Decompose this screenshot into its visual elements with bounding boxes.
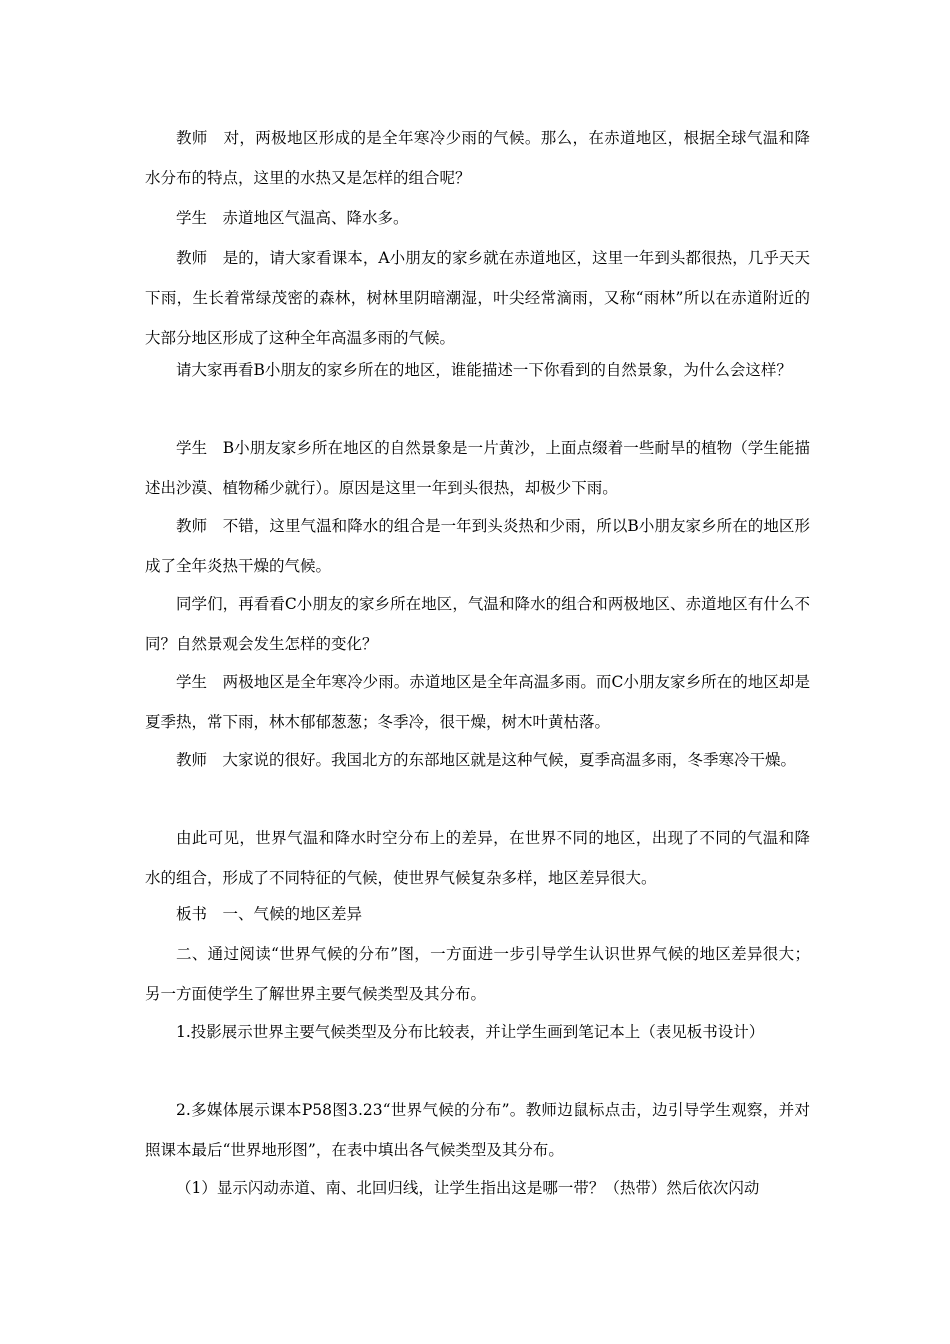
paragraph-3: 教师 是的，请大家看课本，A小朋友的家乡就在赤道地区，这里一年到头都很热，几乎天天下雨，生长着常绿茂密的森林，树林里阴暗潮湿，叶尖经常滴雨，又称“雨林”所以在赤道附近的大部分地区形成了这种全年高温多雨的气候。: [145, 249, 810, 347]
paragraph-14: 2.多媒体展示课本P58图3.23“世界气候的分布”。教师边鼠标点击，边引导学生观察，并对照课本最后“世界地形图”，在表中填出各气候类型及其分布。: [145, 1101, 810, 1159]
paragraph-5: 学生 B小朋友家乡所在地区的自然景象是一片黄沙，上面点缀着一些耐旱的植物（学生能描述出沙漠、植物稀少就行）。原因是这里一年到头很热，却极少下雨。: [145, 439, 810, 497]
paragraph-12: 二、通过阅读“世界气候的分布”图，一方面进一步引导学生认识世界气候的地区差异很大；另一方面使学生了解世界主要气候类型及其分布。: [145, 945, 810, 1003]
paragraph-13: 1.投影展示世界主要气候类型及分布比较表，并让学生画到笔记本上（表见板书设计）: [176, 1023, 765, 1041]
paragraph-10: 由此可见，世界气温和降水时空分布上的差异，在世界不同的地区，出现了不同的气温和降水的组合，形成了不同特征的气候，使世界气候复杂多样，地区差异很大。: [145, 829, 810, 887]
paragraph-6: 教师 不错，这里气温和降水的组合是一年到头炎热和少雨，所以B小朋友家乡所在的地区形成了全年炎热干燥的气候。: [145, 517, 810, 575]
paragraph-11: 板书 一、气候的地区差异: [176, 905, 363, 923]
paragraph-9: 教师 大家说的很好。我国北方的东部地区就是这种气候，夏季高温多雨，冬季寒冷干燥。: [176, 751, 797, 769]
paragraph-15: （1）显示闪动赤道、南、北回归线，让学生指出这是哪一带？（热带）然后依次闪动: [176, 1179, 760, 1197]
paragraph-2: 学生 赤道地区气温高、降水多。: [176, 209, 409, 227]
paragraph-4: 请大家再看B小朋友的家乡所在的地区，谁能描述一下你看到的自然景象，为什么会这样？: [176, 361, 792, 379]
paragraph-8: 学生 两极地区是全年寒冷少雨。赤道地区是全年高温多雨。而C小朋友家乡所在的地区却是夏季热，常下雨，林木郁郁葱葱；冬季冷，很干燥，树木叶黄枯落。: [145, 673, 810, 731]
paragraph-1: 教师 对，两极地区形成的是全年寒冷少雨的气候。那么，在赤道地区，根据全球气温和降水分布的特点，这里的水热又是怎样的组合呢？: [145, 129, 810, 187]
paragraph-7: 同学们，再看看C小朋友的家乡所在地区，气温和降水的组合和两极地区、赤道地区有什么不同？自然景观会发生怎样的变化？: [145, 595, 810, 653]
